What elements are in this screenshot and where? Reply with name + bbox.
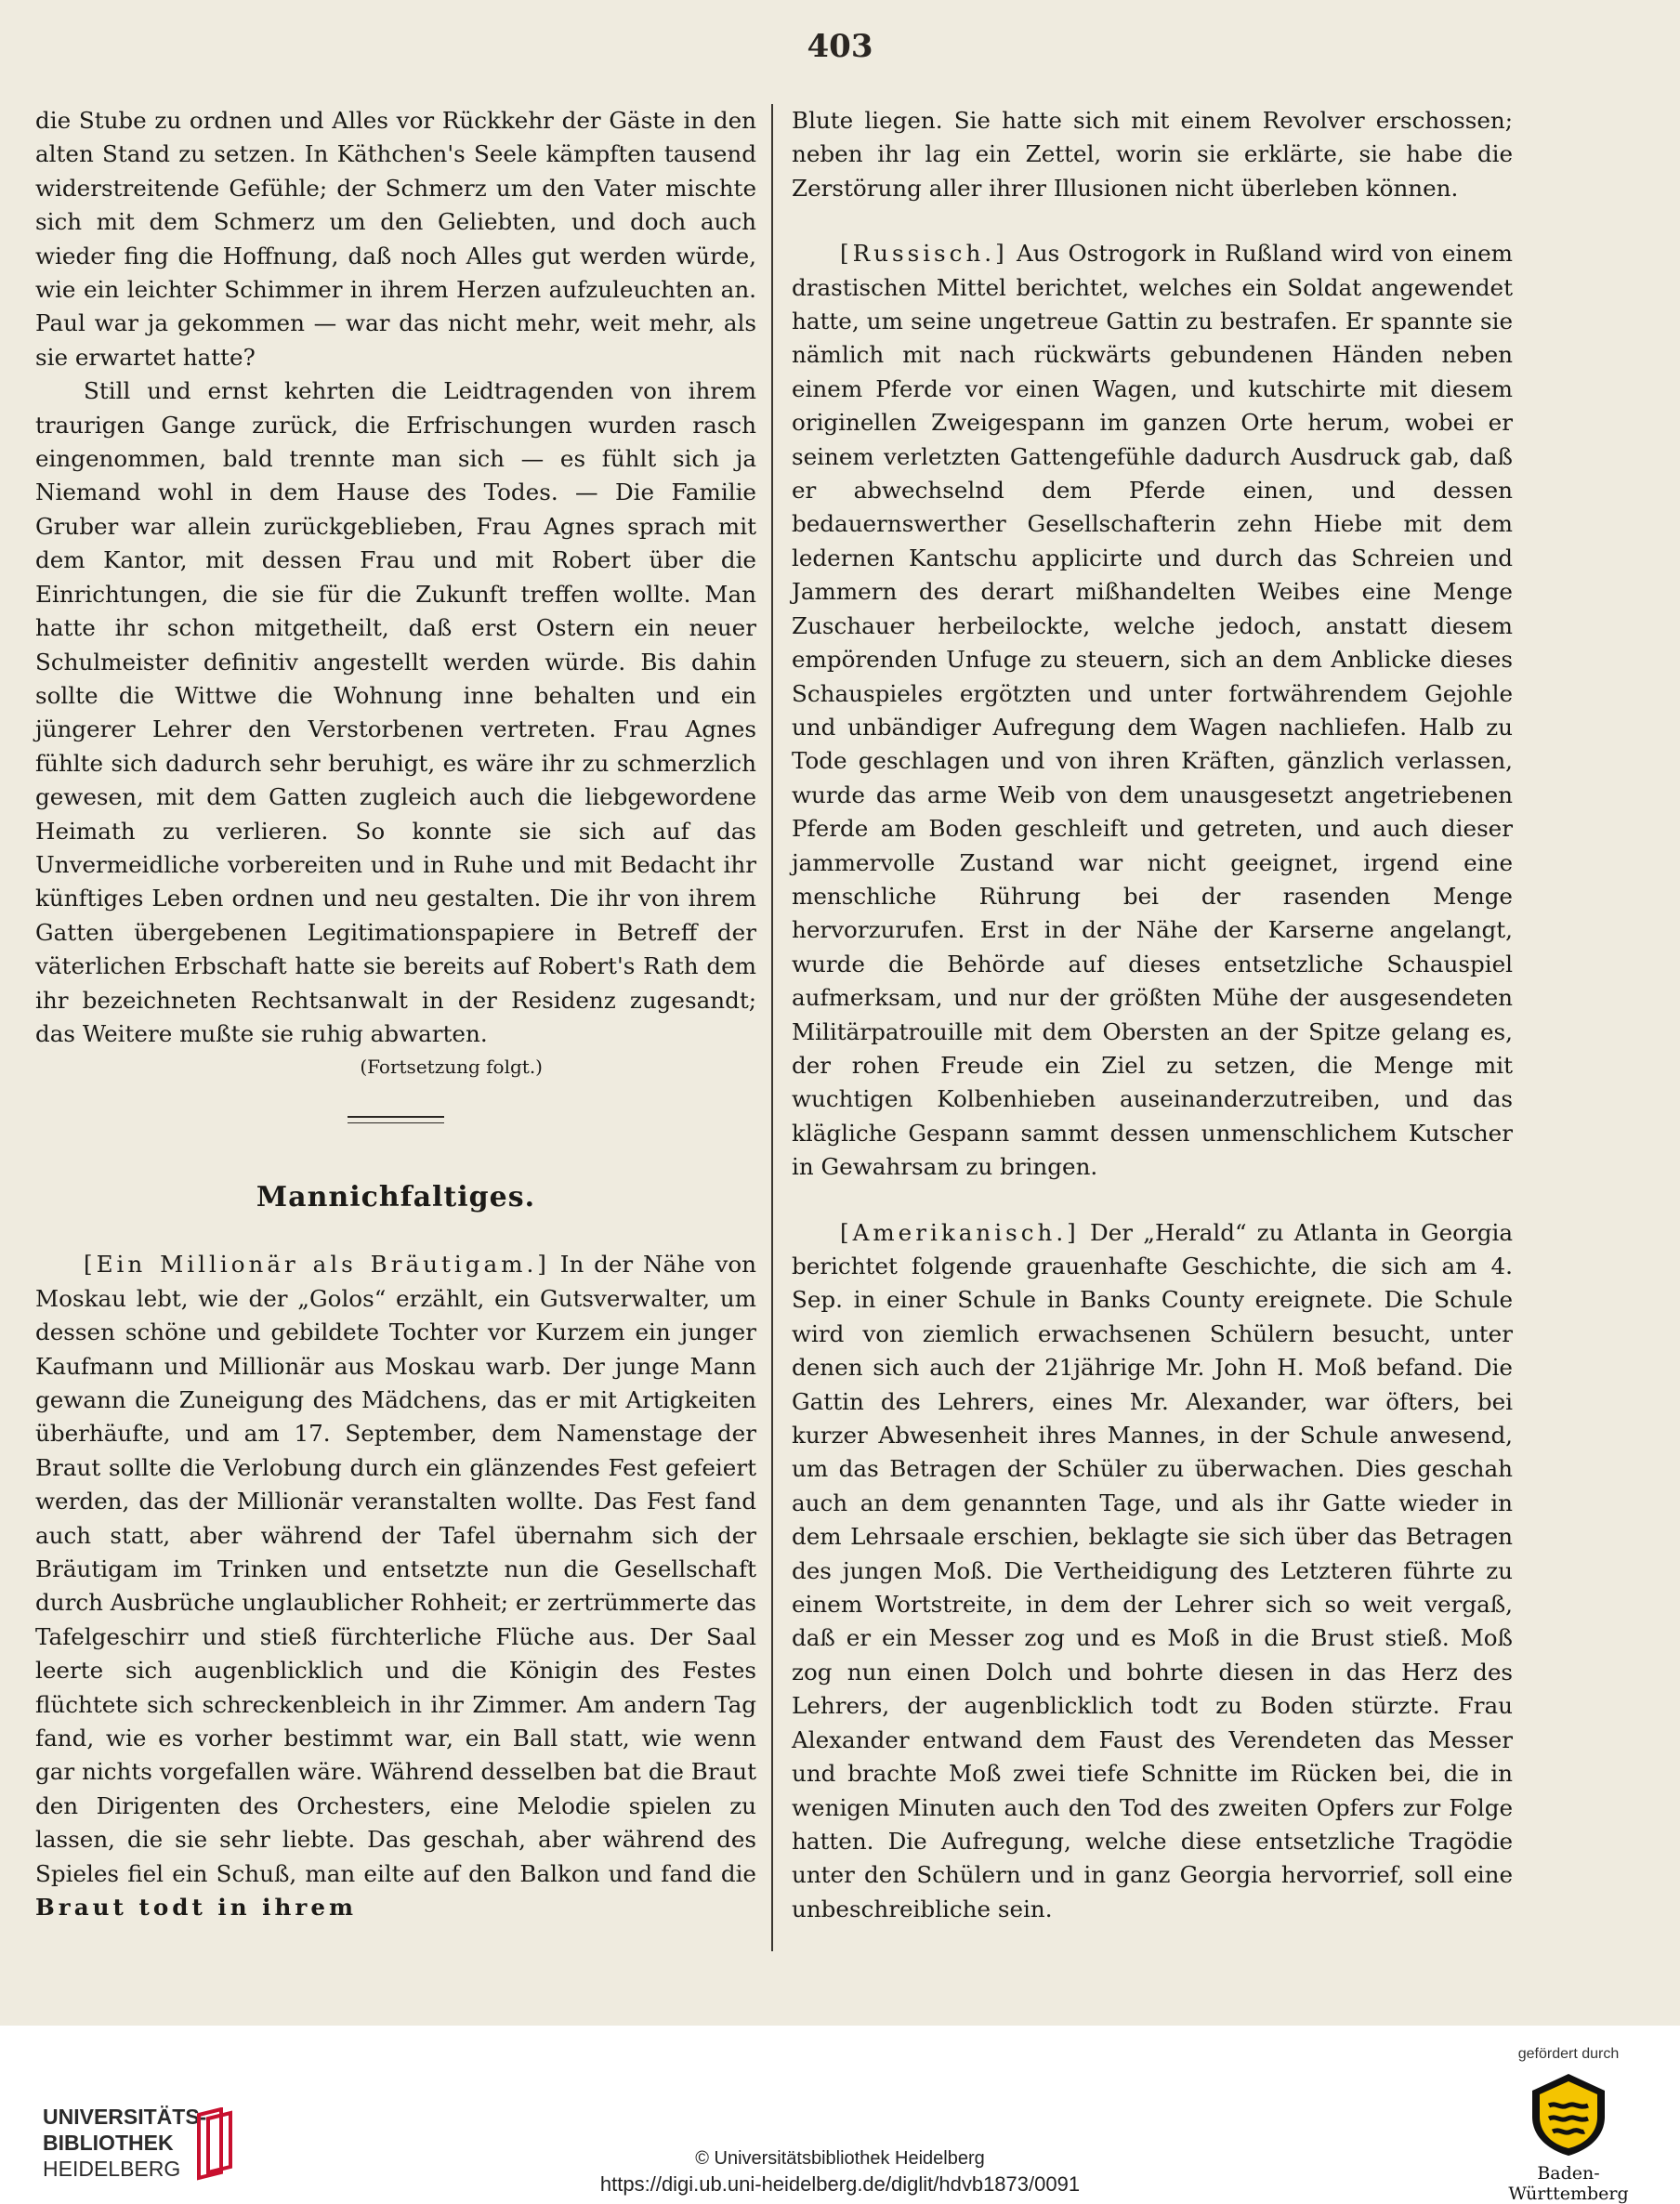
library-name xyxy=(43,2104,206,2182)
to-be-continued-note: (Fortsetzung folgt.) xyxy=(360,1056,543,1079)
article-body: Aus Ostrogork in Rußland wird von einem drastischen Mittel berichtet, welches ein Soldat angewendet hatte, um seine ungetreue Gattin zu bestrafen. Er spannte sie nämlich mit nach rückwärts gebundenen Händen neben einem Pferde vor einen Wagen, und kutschirte mit diesem originellen Zweigespann im ganzen Orte herum, wobei er seinem verletzten Gattengefühle dadurch Ausdruck gab, daß er abwechselnd dem Pferde einen, und dessen bedauernswerther Gesellschafterin zehn Hiebe mit dem ledernen Kantschu applicirte und durch das Schreien und Jammern des derart mißhandelten Weibes eine Menge Zuschauer herbeilockte, welche jedoch, anstatt diesem empörenden Unfuge zu steuern, sich an dem Anblicke dieses Schauspieles ergötzten und unter fortwährendem Gejohle und unbändiger Aufregung dem Wagen nachliefen. Halb zu Tode geschlagen und von ihren Kräften, gänzlich verlassen, wurde das arme Weib von dem unausgesetzt angetriebenen Pferde am Boden geschleift und getreten, und auch dieser jammervolle Zustand war nicht geeignet, irgend eine menschliche Rührung bei der rasenden Menge hervorzurufen. Erst in der Nähe der Karserne angelangt, wurde die Behörde auf dieses entsetzliche Schauspiel aufmerksam, und nur der größten Mühe der ausgesendeten Militärpatrouille mit dem Obersten an der Spitze gelang es, der rohen Freude ein Ziel zu setzen, die Menge mit wuchtigen Kolbenhieben auseinanderzutreiben, und das klägliche Gespann sammt dessen unmenschlichem Kutscher in Gewahrsam zu bringen. xyxy=(792,240,1513,1181)
page-number: 403 xyxy=(807,28,873,65)
article-lead: [Amerikanisch.] xyxy=(840,1218,1080,1246)
library-name-line: BIBLIOTHEK xyxy=(43,2131,174,2155)
library-emblem-icon xyxy=(193,2107,234,2182)
paragraph-continuation-right: Blute liegen. Sie hatte sich mit einem Revolver erschossen; neben ihr lag ein Zettel, worin sie erklärte, sie habe die Zerstörung aller ihrer Illusionen nicht überleben können. xyxy=(792,107,1513,202)
section-divider-rule xyxy=(348,1116,444,1123)
paragraph-continuation: die Stube zu ordnen und Alles vor Rückkehr der Gäste in den alten Stand zu setzen. In Käthchen's Seele kämpften tausend widerstreitende Gefühle; der Schmerz um den Vater mischte sich mit dem Schmerz um den Geliebten, und doch auch wieder fing die Hoffnung, daß noch Alles gut werden würde, wie ein leichter Schimmer in ihrem Herzen aufzuleuchten an. Paul war ja gekommen — war das nicht mehr, weit mehr, als sie erwartet hatte? xyxy=(35,107,756,371)
article-body: In der Nähe von Moskau lebt, wie der „Golos“ erzählt, ein Gutsverwalter, um dessen schöne und gebildete Tochter vor Kurzem ein junger Kaufmann und Millionär aus Moskau warb. Der junge Mann gewann die Zuneigung des Mädchens, das er mit Artigkeiten überhäufte, und am 17. September, dem Namenstage der Braut sollte die Verlobung durch ein glänzendes Fest gefeiert werden, das der Millionär veranstalten wollte. Das Fest fand auch statt, aber während der Tafel übernahm sich der Bräutigam im Trinken und entsetzte nun die Gesellschaft durch Ausbrüche unglaublicher Rohheit; er zertrümmerte das Tafelgeschirr und stieß fürchterliche Flüche aus. Der Saal leerte sich augenblicklich und die Königin des Festes flüchtete sich schreckenbleich in ihr Zimmer. Am andern Tag fand, wie es vorher bestimmt war, ein Ball statt, wie wenn gar nichts vorgefallen wäre. Während desselben bat die Braut den Dirigenten des Orchesters, eine Melodie spielen zu lassen, die sie sehr liebte. Das geschah, aber während des Spieles fiel ein Schuß, man eilte auf den Balkon und fand die xyxy=(35,1251,756,1887)
section-heading: Mannichfaltiges. xyxy=(256,1181,536,1214)
column-divider xyxy=(771,104,773,1951)
library-name-line: UNIVERSITÄTS- xyxy=(43,2105,207,2129)
article-emphasis: Braut todt in ihrem xyxy=(35,1894,358,1922)
footer xyxy=(0,2026,1680,2204)
article-millionaer xyxy=(35,1248,756,1924)
article-amerikanisch xyxy=(792,1216,1513,1927)
article-russisch xyxy=(792,237,1513,1184)
article-body: Der „Herald“ zu Atlanta in Georgia berichtet folgende grauenhafte Geschichte, die sich am 4. Sep. in einer Schule in Banks County ereignete. Die Schule wird von ziemlich erwachsenen Schülern besucht, unter denen sich auch der 21jährige Mr. John H. Moß befand. Die Gattin des Lehrers, eines Mr. Alexander, war öfters, bei kurzer Abwesenheit ihres Mannes, in der Schule anwesend, um das Betragen der Schüler zu überwachen. Dies geschah auch an dem genannten Tage, und als ihr Gatte wieder in dem Lehrsaale erschien, beklagte sie sich über das Betragen des jungen Moß. Die Vertheidigung des Letzteren führte zu einem Wortstreite, in dem der Lehrer sich so weit vergaß, daß er ein Messer zog und es Moß in die Brust stieß. Moß zog nun einen Dolch und bohrte diesen in das Herz des Lehrers, der augenblicklich todt zu Boden stürzte. Frau Alexander entwand dem Faust des Verendeten das Messer und brachte Moß zwei tiefe Schnitte im Rücken bei, die in wenigen Minuten auch den Tod des zweiten Opfers zur Folge hatten. Die Aufregung, welche diese entsetzliche Tragödie unter den Schülern und in ganz Georgia hervorrief, soll eine unbeschreibliche sein. xyxy=(792,1218,1513,1922)
copyright-notice: © Universitätsbibliothek Heidelberg xyxy=(695,2148,985,2169)
state-crest-icon xyxy=(1527,2070,1610,2159)
paragraph-mourners: Still und ernst kehrten die Leidtragenden von ihrem traurigen Gange zurück, die Erfrischungen wurden rasch eingenommen, bald trennte man sich — es fühlt sich ja Niemand wohl in dem Hause des Todes. — Die Familie Gruber war allein zurückgeblieben, Frau Agnes sprach mit dem Kantor, mit dessen Frau und mit Robert über die Einrichtungen, die sie für die Zukunft treffen wollte. Man hatte ihr schon mitgetheilt, daß erst Ostern ein neuer Schulmeister definitiv angestellt werden würde. Bis dahin sollte die Wittwe die Wohnung inne behalten und ein jüngerer Lehrer den Verstorbenen vertreten. Frau Agnes fühlte sich dadurch sehr beruhigt, es wäre ihr zu schmerzlich gewesen, mit dem Gatten zugleich auch die liebgewordene Heimath zu verlieren. So konnte sie sich auf das Unvermeidliche vorbereiten und in Ruhe und mit Bedacht ihr künftiges Leben ordnen und neu gestalten. Die ihr von ihrem Gatten übergebenen Legitimationspapiere in Betreff der väterlichen Erbschaft hatte sie bereits auf Robert's Rath dem ihr bezeichneten Rechtsanwalt in der Residenz zugesandt; das Weitere mußte sie ruhig abwarten. xyxy=(35,377,756,1047)
right-column xyxy=(792,104,1513,1926)
left-column xyxy=(35,104,756,1925)
sponsor-block xyxy=(1485,2046,1652,2204)
sponsor-label: gefördert durch xyxy=(1517,2046,1620,2062)
article-lead: [Russisch.] xyxy=(840,240,1008,268)
article-lead: [Ein Millionär als Bräutigam.] xyxy=(84,1251,550,1279)
library-name-line: HEIDELBERG xyxy=(43,2157,181,2181)
sponsor-name: Baden-Württemberg xyxy=(1508,2163,1629,2204)
source-url-link[interactable]: https://digi.ub.uni-heidelberg.de/diglit/hdvb1873/0091 xyxy=(599,2172,1081,2196)
